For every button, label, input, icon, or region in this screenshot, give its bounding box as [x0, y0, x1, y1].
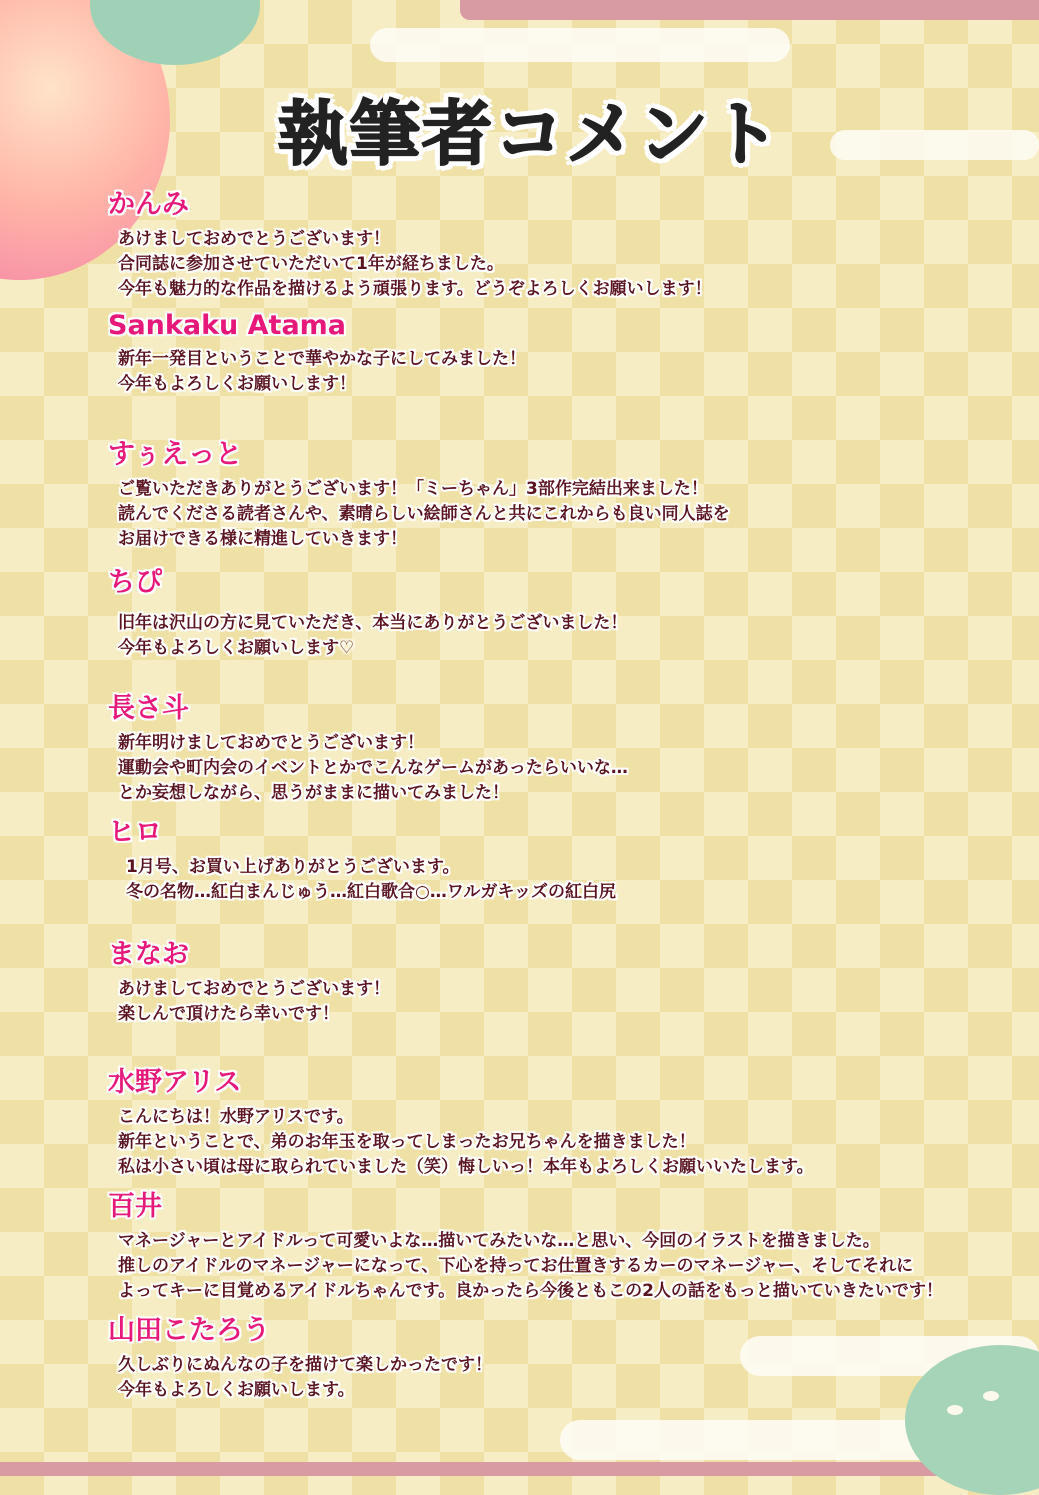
comment-line: 新年一発目ということで華やかな子にしてみました！: [118, 349, 526, 369]
comment-line: お届けできる様に精進していきます！: [118, 529, 407, 549]
comment-line: 1月号、お買い上げありがとうございます。: [126, 857, 460, 877]
dumpling-eye: [983, 1391, 999, 1401]
comment-line: 推しのアイドルのマネージャーになって、下心を持ってお仕置きするカーのマネージャー、そしてそれに: [118, 1256, 914, 1276]
author-name: ちぴ: [108, 567, 162, 598]
comment-line: 読んでくださる読者さんや、素晴らしい絵師さんと共にこれからも良い同人誌を: [118, 504, 730, 524]
author-name: まなお: [108, 939, 189, 970]
author-name: Sankaku Atama: [108, 310, 347, 341]
comment-line: 楽しんで頂けたら幸いです！: [118, 1004, 339, 1024]
author-name: 長さ斗: [108, 693, 189, 724]
comment-text: [118, 477, 730, 552]
comment-block: [108, 560, 627, 661]
comment-block: [108, 310, 526, 397]
comment-line: 旧年は沢山の方に見ていただき、本当にありがとうございました！: [118, 613, 628, 633]
comment-block: [108, 1308, 492, 1403]
author-name: 水野アリス: [108, 1067, 242, 1098]
comment-text: [118, 1105, 814, 1180]
comment-line: マネージャーとアイドルって可愛いよな…描いてみたいな…と思い、今回のイラストを描きました。: [118, 1231, 880, 1251]
comment-line: ご覧いただきありがとうございます！「ミーちゃん」3部作完結出来ました！: [118, 479, 708, 499]
comment-block: [108, 810, 616, 905]
comment-line: 合同誌に参加させていただいて1年が経ちました。: [118, 254, 504, 274]
comment-line: 今年もよろしくお願いします。: [118, 1380, 355, 1400]
author-name: 百井: [108, 1191, 162, 1222]
comment-text: [118, 731, 628, 806]
comment-line: 運動会や町内会のイベントとかでこんなゲームがあったらいいな…: [118, 758, 628, 778]
comment-line: こんにちは！水野アリスです。: [118, 1107, 354, 1127]
comment-block: [108, 182, 712, 302]
comment-text: [118, 1229, 943, 1304]
comment-line: 冬の名物…紅白まんじゅう…紅白歌合○…ワルガキッズの紅白尻: [126, 882, 616, 902]
cloud-decoration: [370, 28, 790, 62]
cloud-decoration: [830, 130, 1039, 160]
comment-text: [118, 347, 526, 397]
comment-block: [108, 932, 390, 1027]
comment-line: 今年も魅力的な作品を描けるよう頑張ります。どうぞよろしくお願いします！: [118, 279, 712, 299]
comment-block: [108, 686, 628, 806]
comment-line: 久しぶりにぬんなの子を描けて楽しかったです！: [118, 1355, 492, 1375]
page-title: 執筆者コメント: [278, 93, 782, 175]
comment-line: よってキーに目覚めるアイドルちゃんです。良かったら今後ともこの2人の話をもっと描いていきたいです！: [118, 1281, 943, 1301]
top-border-band: [460, 0, 1039, 20]
comment-line: 今年もよろしくお願いします♡: [118, 638, 355, 658]
dumpling-eye: [947, 1405, 963, 1415]
comment-line: あけましておめでとうございます！: [118, 979, 390, 999]
comment-block: [108, 432, 730, 552]
author-name: 山田こたろう: [108, 1315, 270, 1346]
comment-line: 私は小さい頃は母に取られていました（笑）悔しいっ！本年もよろしくお願いいたします。: [118, 1157, 814, 1177]
comment-line: とか妄想しながら、思うがままに描いてみました！: [118, 783, 509, 803]
comment-text: [126, 855, 616, 905]
comment-text: [118, 1353, 492, 1403]
comment-text: [118, 227, 712, 302]
bottom-border-band: [0, 1462, 1039, 1476]
comment-text: [118, 977, 390, 1027]
comment-line: あけましておめでとうございます！: [118, 229, 390, 249]
comment-line: 新年明けましておめでとうございます！: [118, 733, 424, 753]
comment-block: [108, 1184, 943, 1304]
author-name: かんみ: [108, 189, 189, 220]
author-name: すぅえっと: [108, 439, 243, 470]
comment-line: 新年ということで、弟のお年玉を取ってしまったお兄ちゃんを描きました！: [118, 1132, 696, 1152]
comment-text: [118, 611, 627, 661]
comment-line: 今年もよろしくお願いします！: [118, 374, 356, 394]
author-name: ヒロ: [108, 817, 162, 848]
comment-block: [108, 1060, 814, 1180]
